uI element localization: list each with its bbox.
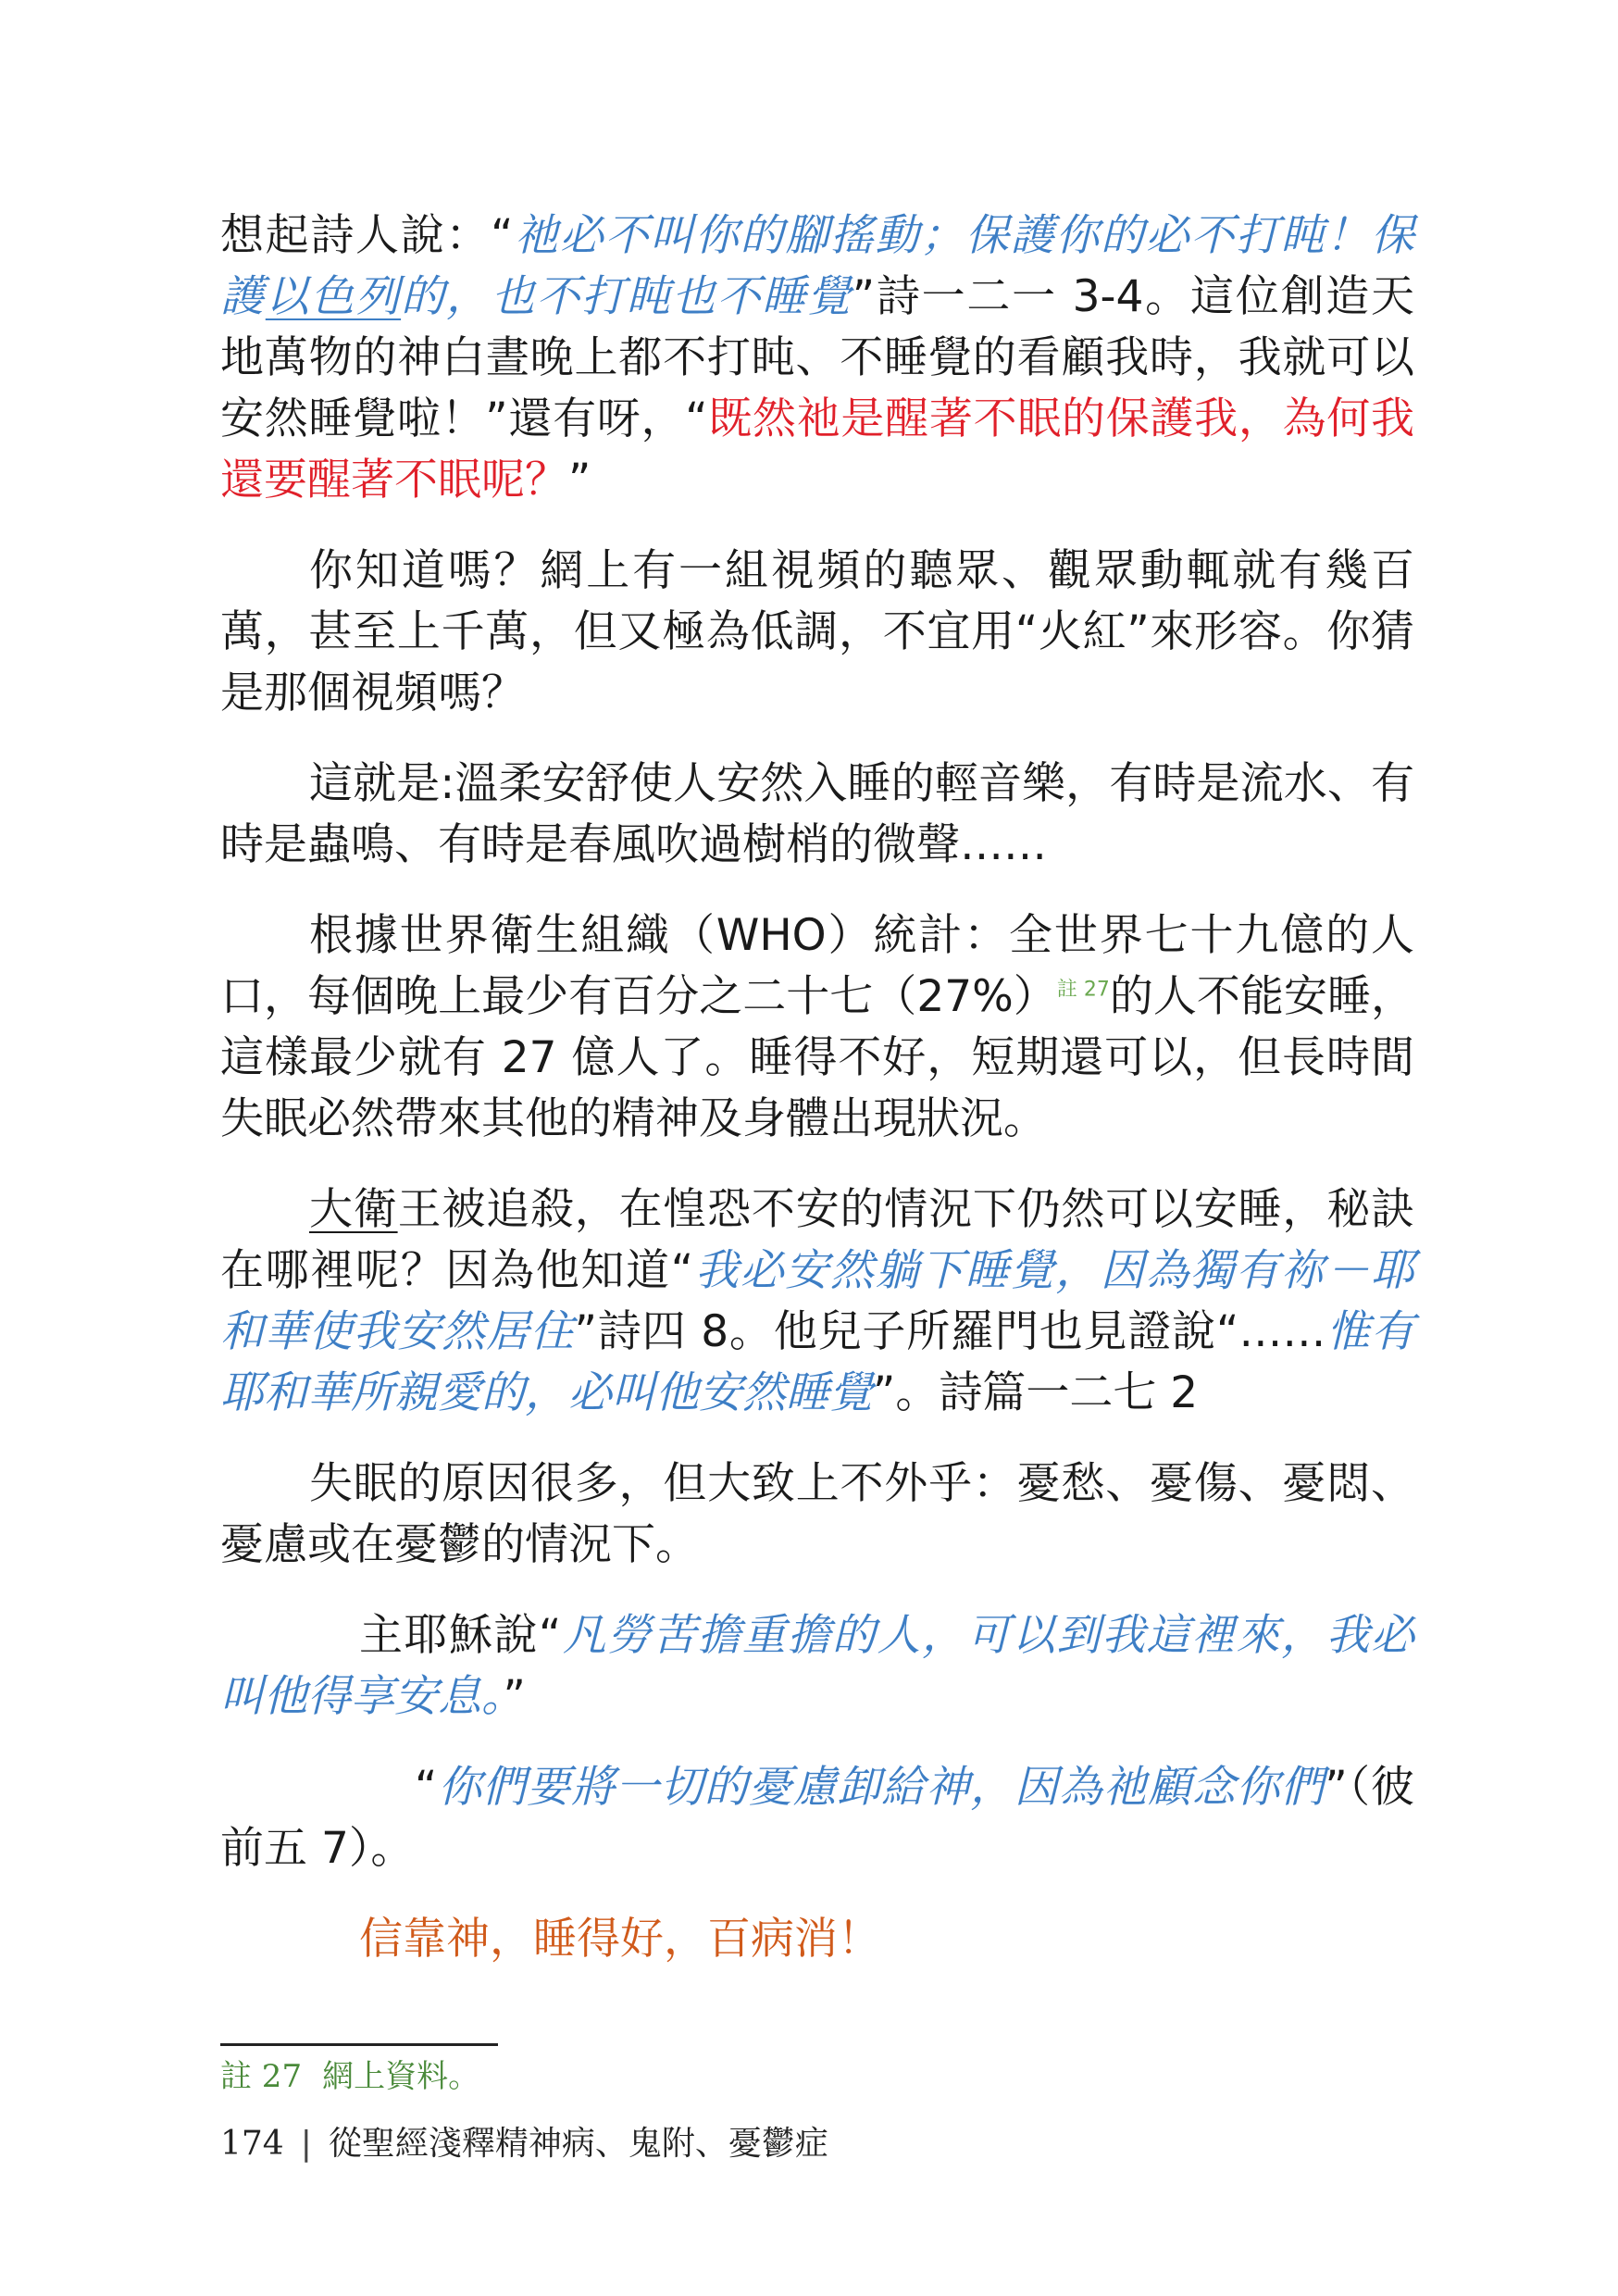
scripture-quote: 祂必不叫你的腳搖動；保護你的必不打盹！保護 xyxy=(220,210,1414,322)
scripture-quote: 惟有耶和華所親愛的，必叫他安然睡覺 xyxy=(220,1306,1415,1418)
paragraph-peter-quote xyxy=(220,1757,1414,1879)
text-run: ”。詩篇一二七 2 xyxy=(873,1367,1199,1418)
paragraph-causes: 失眠的原因很多，但大致上不外乎：憂愁、憂傷、憂悶、憂慮或在憂鬱的情況下。 xyxy=(220,1458,1414,1570)
paragraph-music: 這就是:溫柔安舒使人安然入睡的輕音樂，有時是流水、有時是蟲鳴、有時是春風吹過樹梢的微聲…… xyxy=(220,758,1414,870)
footnote-text: 網上資料。 xyxy=(322,2058,480,2095)
text-run: ”詩四 8。他兒子所羅門也見證說“…… xyxy=(574,1306,1326,1357)
text-run: 想起詩人說：“ xyxy=(220,210,514,261)
text-run: ” xyxy=(503,1671,526,1722)
book-title: 從聖經淺釋精神病、鬼附、憂鬱症 xyxy=(328,2125,828,2163)
text-run: ”（彼前五 7）。 xyxy=(220,1762,1415,1874)
text-run: ” xyxy=(568,455,591,505)
text-run: 王被追殺，在惶恐不安的情況下仍然可以安睡，秘訣在哪裡呢？因為他知道“ xyxy=(220,1184,1415,1296)
text-run: “ xyxy=(415,1762,438,1813)
scripture-quote: 我必安然躺下睡覺，因為獨有祢－耶和華使我安然居住 xyxy=(220,1245,1414,1357)
scripture-quote: 凡勞苦擔重擔的人，可以到我這裡來，我必叫他得享安息。 xyxy=(220,1610,1414,1722)
text-run: ”詩一二一 3-4。這位創造天地萬物的神白晝晚上都不打盹、不睡覺的看顧我時，我就可以安然睡覺啦！”還有呀，“ xyxy=(220,271,1415,444)
paragraph-poet-quote xyxy=(220,206,1414,511)
page-number: 174 xyxy=(220,2125,284,2163)
paragraph-david xyxy=(220,1179,1414,1424)
scripture-quote: 你們要將一切的憂慮卸給神，因為祂顧念你們 xyxy=(437,1762,1326,1813)
slogan: 信靠神，睡得好，百病消！ xyxy=(359,1914,881,1965)
footnote-reference: 註 27 xyxy=(1056,978,1110,1002)
paragraph-video: 你知道嗎？網上有一組視頻的聽眾、觀眾動輒就有幾百萬，甚至上千萬，但又極為低調，不宜用“火紅”來形容。你猜是那個視頻嗎？ xyxy=(220,545,1414,718)
text-run: 的人不能安睡，這樣最少就有 27 億人了。睡得不好，短期還可以，但長時間失眠必然帶來其他的精神及身體出現狀況。 xyxy=(220,971,1414,1144)
proper-name-david: 大衛 xyxy=(309,1184,398,1235)
paragraph-jesus-quote xyxy=(220,1605,1414,1728)
footnote-divider xyxy=(220,2043,498,2046)
text-run: 主耶穌說“ xyxy=(359,1610,562,1661)
footnote xyxy=(220,2053,500,2100)
footnote-label: 註 27 xyxy=(220,2058,303,2095)
emphasis-quote: 既然祂是醒著不眠的保護我，為何我還要醒著不眠呢？ xyxy=(220,393,1414,505)
page-footer xyxy=(220,2118,828,2170)
page-body xyxy=(220,206,1414,2000)
footer-separator: | xyxy=(300,2125,312,2163)
paragraph-who-statistics xyxy=(220,905,1414,1150)
text-run: 根據世界衛生組織（WHO）統計：全世界七十九億的人口，每個晚上最少有百分之二十七（27%） xyxy=(220,910,1414,1022)
proper-name-israel: 以色列 xyxy=(265,271,402,322)
scripture-quote: 的，也不打盹也不睡覺 xyxy=(401,271,853,322)
